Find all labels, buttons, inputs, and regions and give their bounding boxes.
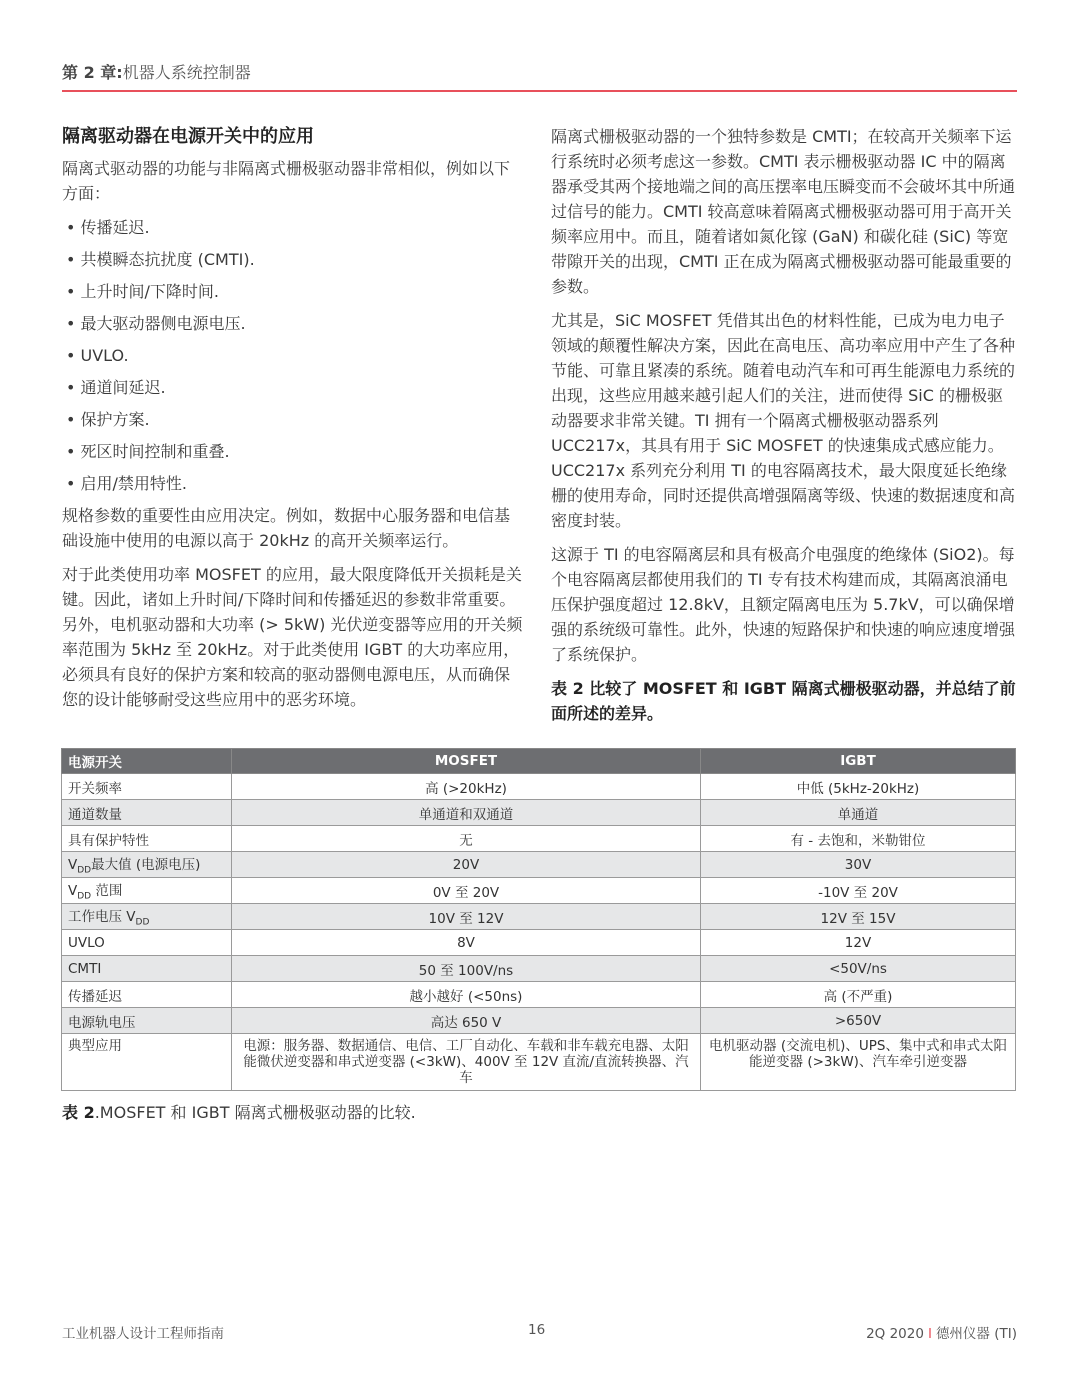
list-item: • 死区时间控制和重叠.	[66, 442, 230, 461]
table-cell: >650V	[701, 1008, 1016, 1034]
table-cell: 电机驱动器 (交流电机)、UPS、集中式和串式太阳能逆变器 (>3kW)、汽车牵引逆变器	[701, 1034, 1016, 1091]
table-row	[62, 982, 1016, 1008]
vdd-max-label: 最大值 (电源电压)	[91, 857, 201, 874]
column-header: 电源开关	[62, 749, 232, 774]
left-column	[62, 124, 524, 721]
row-label: 典型应用	[62, 1034, 232, 1091]
table-cell: 30V	[701, 852, 1016, 878]
body-paragraph: 这源于 TI 的电容隔离层和具有极高介电强度的绝缘体 (SiO2)。每个电容隔离层都使用我们的 TI 专有技术构建而成，其隔离浪涌电压保护强度超过 12.8kV，且额定隔离电压为 5.7kV，可以确保增强的系统级可靠性。此外，快速的短路保护和快速的响应速度增强了系统保护。	[551, 545, 1016, 664]
body-paragraph: 规格参数的重要性由应用决定。例如，数据中心服务器和电信基础设施中使用的电源以高于 20kHz 的高开关频率运行。	[62, 506, 511, 550]
chapter-number: 第 2 章:	[62, 63, 123, 82]
table-cell: 12V 至 15V	[701, 904, 1016, 930]
row-label: 具有保护特性	[62, 826, 232, 852]
table-cell: 10V 至 12V	[232, 904, 701, 930]
table-header-row	[62, 749, 1016, 774]
list-item: • 传播延迟.	[66, 218, 150, 237]
table-row	[62, 774, 1016, 800]
table-cell: 8V	[232, 930, 701, 956]
body-paragraph: 尤其是，SiC MOSFET 凭借其出色的材料性能，已成为电力电子领域的颠覆性解决方案，因此在高电压、高功率应用中产生了各种节能、可靠且紧凑的系统。随着电动汽车和可再生能源电力系统的出现，这些应用越来越引起人们的关注，进而使得 SiC 的栅极驱动器要求非常关键。TI 拥有一个隔离式栅极驱动器系列 UCC217x，其具有用于 SiC MOSFET 的快速集成式感应能力。UCC217x 系列充分利用 TI 的电容隔离技术，最大限度延长绝缘栅的使用寿命，同时还提供高增强隔离等级、快速的数据速度和高密度封装。	[551, 311, 1016, 530]
table-reference-paragraph	[551, 676, 1017, 726]
row-label	[62, 904, 232, 930]
vdd-subscript: DD	[77, 865, 92, 876]
table-row	[62, 852, 1016, 878]
table-row	[62, 904, 1016, 930]
table-cell: 高 (不严重)	[701, 982, 1016, 1008]
table-row	[62, 800, 1016, 826]
vdd-subscript: DD	[77, 891, 92, 902]
row-label	[62, 852, 232, 878]
intro-paragraph: 隔离式驱动器的功能与非隔离式栅极驱动器非常相似，例如以下方面：	[62, 159, 511, 203]
table-cell: 电源：服务器、数据通信、电信、工厂自动化、车载和非车载充电器、太阳能微伏逆变器和串式逆变器 (<3kW)、400V 至 12V 直流/直流转换器、汽车	[232, 1034, 701, 1091]
comparison-table	[61, 748, 1016, 1091]
row-label: UVLO	[62, 930, 232, 956]
footer-company: 德州仪器 (TI)	[935, 1326, 1017, 1342]
list-item: • 启用/禁用特性.	[66, 474, 188, 493]
vdd-symbol: V	[68, 857, 78, 874]
list-item: • 通道间延迟.	[66, 378, 166, 397]
table-ref-text: 比较了 MOSFET 和 IGBT 隔离式栅极驱动器，并总结了前面所述的差异。	[551, 679, 1016, 723]
body-paragraph: 对于此类使用功率 MOSFET 的应用，最大限度降低开关损耗是关键。因此，诸如上升时间/下降时间和传播延迟的参数非常重要。另外，电机驱动器和大功率 (> 5kW) 光伏逆变器等应用的开关频率范围为 5kHz 至 20kHz。对于此类使用 IGBT 的大功率应用，必须具有良好的保护方案和较高的驱动器侧电源电压，从而确保您的设计能够耐受这些应用中的恶劣环境。	[62, 565, 523, 709]
table-row	[62, 956, 1016, 982]
table-cell: 有 - 去饱和，米勒钳位	[701, 826, 1016, 852]
table-cell: 0V 至 20V	[232, 878, 701, 904]
list-item: • 上升时间/下降时间.	[66, 282, 220, 301]
row-label: 通道数量	[62, 800, 232, 826]
table-cell: 单通道和双通道	[232, 800, 701, 826]
footer-right	[866, 1322, 1017, 1342]
table-row	[62, 930, 1016, 956]
table-cell: 高 (>20kHz)	[232, 774, 701, 800]
right-column	[551, 124, 1017, 735]
list-item: • UVLO.	[66, 346, 129, 365]
table-row	[62, 826, 1016, 852]
table-row	[62, 1008, 1016, 1034]
footer-date: 2Q 2020	[866, 1326, 924, 1342]
vdd-symbol: V	[68, 883, 78, 900]
footer-separator: I	[927, 1326, 932, 1342]
chapter-title: 机器人系统控制器	[122, 63, 251, 82]
table-ref: 表 2	[551, 679, 584, 698]
operating-voltage-label: 工作电压 V	[68, 909, 136, 926]
table-cell: 中低 (5kHz-20kHz)	[701, 774, 1016, 800]
table-cell: 无	[232, 826, 701, 852]
table-caption	[62, 1100, 416, 1123]
footer-title: 工业机器人设计工程师指南	[62, 1326, 224, 1342]
table-row	[62, 1034, 1016, 1091]
column-header: IGBT	[701, 749, 1016, 774]
row-label: 电源轨电压	[62, 1008, 232, 1034]
row-label: CMTI	[62, 956, 232, 982]
table-cell: 20V	[232, 852, 701, 878]
table-cell: 50 至 100V/ns	[232, 956, 701, 982]
vdd-range-label: 范围	[91, 883, 123, 900]
row-label	[62, 878, 232, 904]
table-cell: <50V/ns	[701, 956, 1016, 982]
list-item: • 共模瞬态抗扰度 (CMTI).	[66, 250, 255, 269]
caption-text: .MOSFET 和 IGBT 隔离式栅极驱动器的比较.	[94, 1103, 416, 1122]
page-number: 16	[528, 1322, 546, 1338]
body-paragraph: 隔离式栅极驱动器的一个独特参数是 CMTI；在较高开关频率下运行系统时必须考虑这一参数。CMTI 表示栅极驱动器 IC 中的隔离器承受其两个接地端之间的高压摆率电压瞬变而不会破坏其中所通过信号的能力。CMTI 较高意味着隔离式栅极驱动器可用于高开关频率应用中。而且，随着诸如氮化镓 (GaN) 和碳化硅 (SiC) 等宽带隙开关的出现，CMTI 正在成为隔离式栅极驱动器可能最重要的参数。	[551, 127, 1016, 296]
list-item: • 最大驱动器侧电源电压.	[66, 314, 246, 333]
section-heading: 隔离驱动器在电源开关中的应用	[62, 126, 314, 147]
vdd-subscript: DD	[135, 917, 150, 928]
row-label: 传播延迟	[62, 982, 232, 1008]
row-label: 开关频率	[62, 774, 232, 800]
table-cell: 高达 650 V	[232, 1008, 701, 1034]
table-cell: 单通道	[701, 800, 1016, 826]
list-item: • 保护方案.	[66, 410, 150, 429]
column-header: MOSFET	[232, 749, 701, 774]
feature-list	[62, 215, 524, 496]
caption-label: 表 2	[62, 1103, 95, 1122]
table-cell: 12V	[701, 930, 1016, 956]
table-row	[62, 878, 1016, 904]
table-cell: 越小越好 (<50ns)	[232, 982, 701, 1008]
page-header	[62, 60, 1017, 92]
table-cell: -10V 至 20V	[701, 878, 1016, 904]
